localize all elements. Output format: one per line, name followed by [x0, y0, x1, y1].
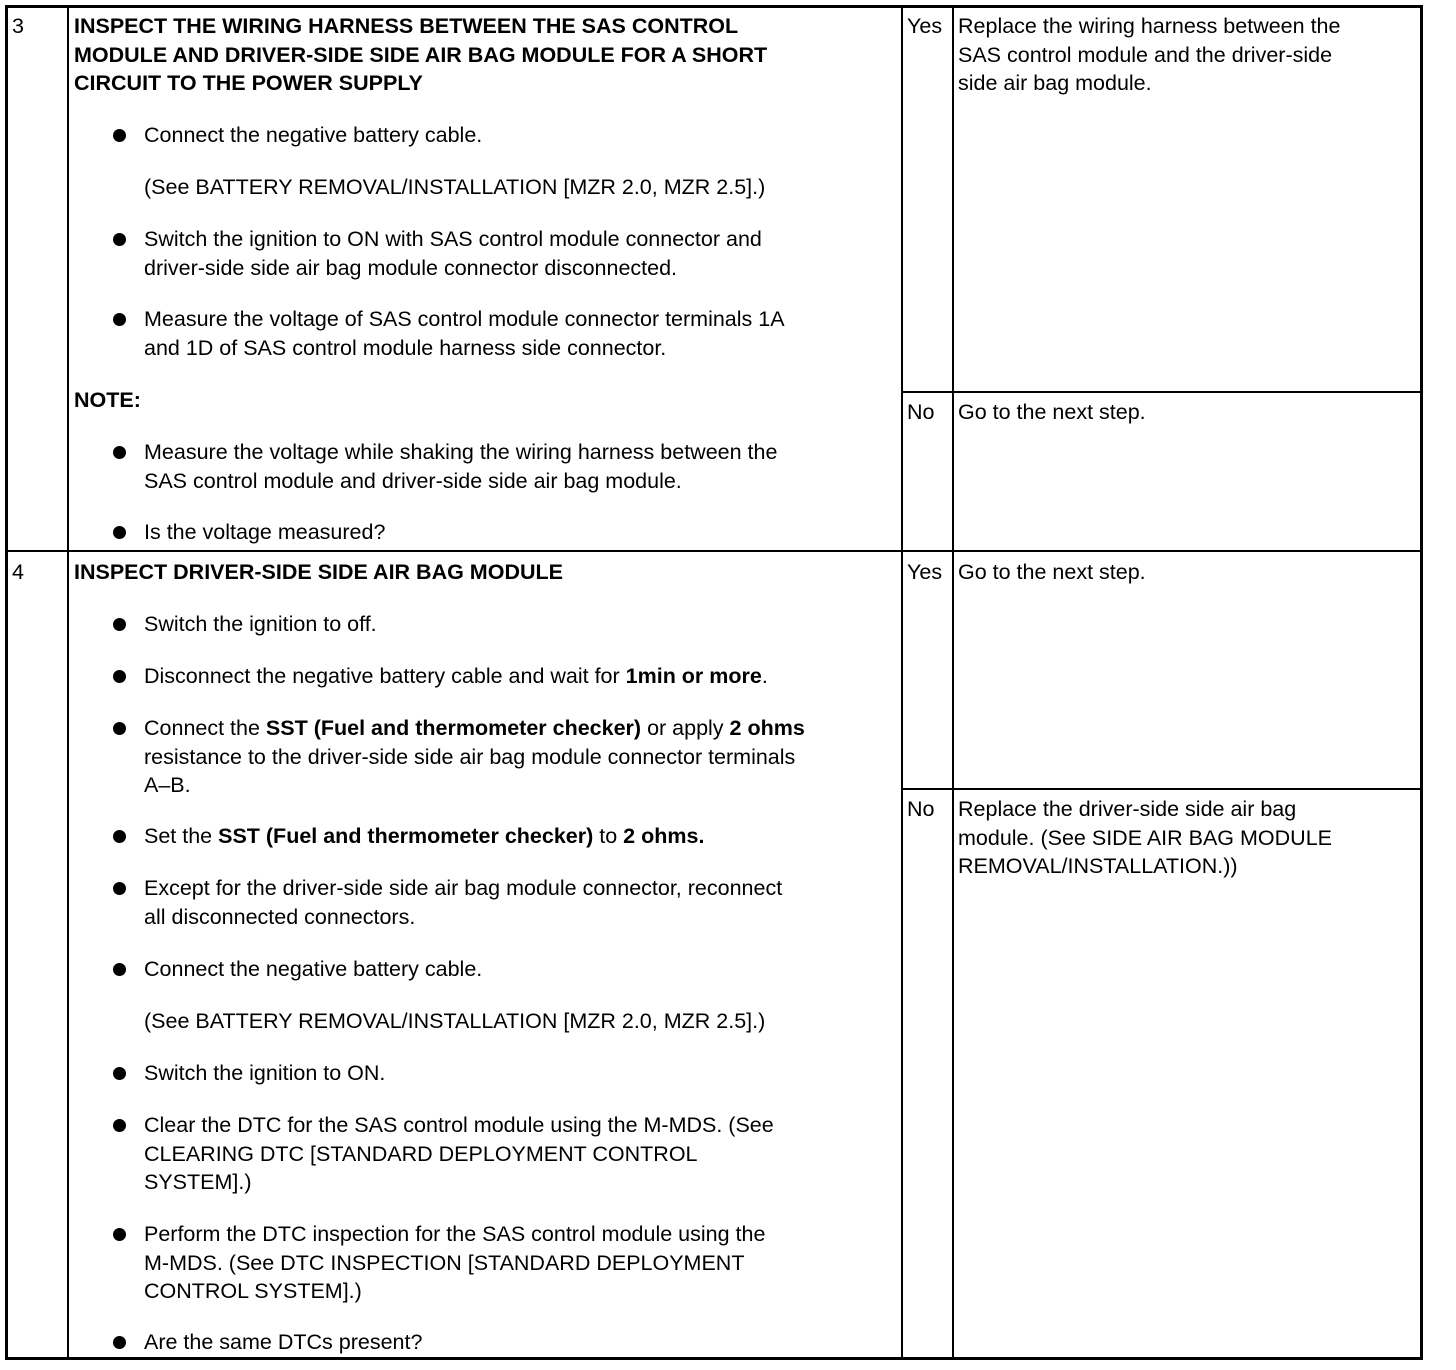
item-text: Switch the ignition to ON with SAS control module connector and [144, 227, 762, 251]
item-text: all disconnected connectors. [144, 904, 416, 929]
bullet-icon [113, 722, 126, 735]
item-text: CLEARING DTC [STANDARD DEPLOYMENT CONTROL [144, 1141, 698, 1166]
action-text: module. (See SIDE AIR BAG MODULE [958, 825, 1332, 850]
item-text: Except for the driver-side side air bag module connector, reconnect [144, 876, 783, 900]
bullet-icon [113, 129, 126, 142]
bullet-icon [113, 882, 126, 895]
row4-yes-no-divider [901, 788, 1423, 790]
list-item [144, 874, 782, 931]
list-item [144, 1220, 765, 1306]
bullet-icon [113, 1067, 126, 1080]
bullet-icon [113, 526, 126, 539]
yes-action [958, 558, 1146, 587]
action-text: Go to the next step. [958, 560, 1146, 584]
item-text: Connect the negative battery cable. [144, 957, 483, 981]
item-text: SYSTEM].) [144, 1170, 252, 1194]
yes-label: Yes [907, 560, 943, 584]
col-divider-result [952, 5, 954, 1360]
item-text: M-MDS. (See DTC INSPECTION [STANDARD DEPLOYMENT [144, 1250, 745, 1275]
list-item [144, 225, 762, 282]
list-item [144, 438, 777, 495]
list-item [144, 173, 765, 202]
step-number: 3 [12, 14, 24, 38]
bullet-icon [113, 1336, 126, 1349]
bullet-icon [113, 1228, 126, 1241]
item-text: Measure the voltage while shaking the wiring harness between the [144, 440, 778, 464]
action-text: REMOVAL/INSTALLATION.)) [958, 854, 1238, 878]
list-item [144, 121, 482, 150]
row3-yes-no-divider [901, 391, 1423, 393]
item-text: Connect the negative battery cable. [144, 123, 483, 147]
item-text: SAS control module and driver-side side air bag module. [144, 468, 682, 493]
item-text: Disconnect the negative battery cable and wait for 1min or more. [144, 664, 768, 688]
item-text: Clear the DTC for the SAS control module using the M-MDS. (See [144, 1113, 774, 1137]
item-text: Switch the ignition to ON. [144, 1061, 386, 1085]
item-text: Are the same DTCs present? [144, 1330, 423, 1354]
step-number: 4 [12, 560, 24, 584]
list-item [144, 610, 377, 639]
bullet-icon [113, 313, 126, 326]
col-divider-step [67, 5, 69, 1360]
no-label: No [907, 797, 935, 821]
action-text: Go to the next step. [958, 400, 1146, 424]
heading-line: INSPECT DRIVER-SIDE SIDE AIR BAG MODULE [74, 560, 563, 584]
item-text: Is the voltage measured? [144, 520, 386, 544]
step-heading [74, 12, 767, 98]
list-item [144, 1059, 385, 1088]
list-item [144, 1007, 765, 1036]
list-item [144, 714, 805, 800]
list-item [144, 518, 385, 547]
action-text: Replace the driver-side side air bag [958, 797, 1297, 821]
item-text: Set the SST (Fuel and thermometer checker) to 2 ohms. [144, 824, 705, 848]
list-item [144, 662, 768, 691]
bullet-icon [113, 446, 126, 459]
item-text: Switch the ignition to off. [144, 612, 377, 636]
item-text: resistance to the driver-side side air bag module connector terminals [144, 744, 796, 769]
no-action [958, 795, 1332, 881]
bullet-icon [113, 618, 126, 631]
heading-line: INSPECT THE WIRING HARNESS BETWEEN THE SAS CONTROL [74, 14, 739, 38]
row-divider [5, 550, 1423, 552]
list-item [144, 822, 704, 851]
list-item [144, 955, 482, 984]
action-text: Replace the wiring harness between the [958, 14, 1341, 38]
yes-action [958, 12, 1340, 98]
step-heading [74, 558, 563, 587]
heading-line: CIRCUIT TO THE POWER SUPPLY [74, 71, 423, 95]
heading-line: MODULE AND DRIVER-SIDE SIDE AIR BAG MODULE FOR A SHORT [74, 42, 768, 67]
no-label: No [907, 400, 935, 424]
bullet-icon [113, 830, 126, 843]
list-item [144, 305, 785, 362]
bullet-icon [113, 670, 126, 683]
item-text: and 1D of SAS control module harness side connector. [144, 335, 667, 360]
col-divider-procedure [901, 5, 903, 1360]
item-text: A–B. [144, 773, 191, 797]
item-text: (See BATTERY REMOVAL/INSTALLATION [MZR 2.0, MZR 2.5].) [144, 175, 766, 199]
list-item [144, 1111, 774, 1197]
list-item [144, 1328, 422, 1357]
bullet-icon [113, 233, 126, 246]
item-text: CONTROL SYSTEM].) [144, 1279, 362, 1303]
bullet-icon [113, 1119, 126, 1132]
item-text: Connect the SST (Fuel and thermometer checker) or apply 2 ohms [144, 716, 805, 740]
bullet-icon [113, 963, 126, 976]
item-text: (See BATTERY REMOVAL/INSTALLATION [MZR 2.0, MZR 2.5].) [144, 1009, 766, 1033]
item-text: driver-side side air bag module connector disconnected. [144, 255, 678, 280]
action-text: SAS control module and the driver-side [958, 42, 1333, 67]
item-text: Perform the DTC inspection for the SAS control module using the [144, 1222, 766, 1246]
item-text: Measure the voltage of SAS control module connector terminals 1A [144, 307, 785, 331]
action-text: side air bag module. [958, 71, 1152, 95]
no-action [958, 398, 1146, 427]
note-label: NOTE: [74, 388, 141, 412]
yes-label: Yes [907, 14, 943, 38]
